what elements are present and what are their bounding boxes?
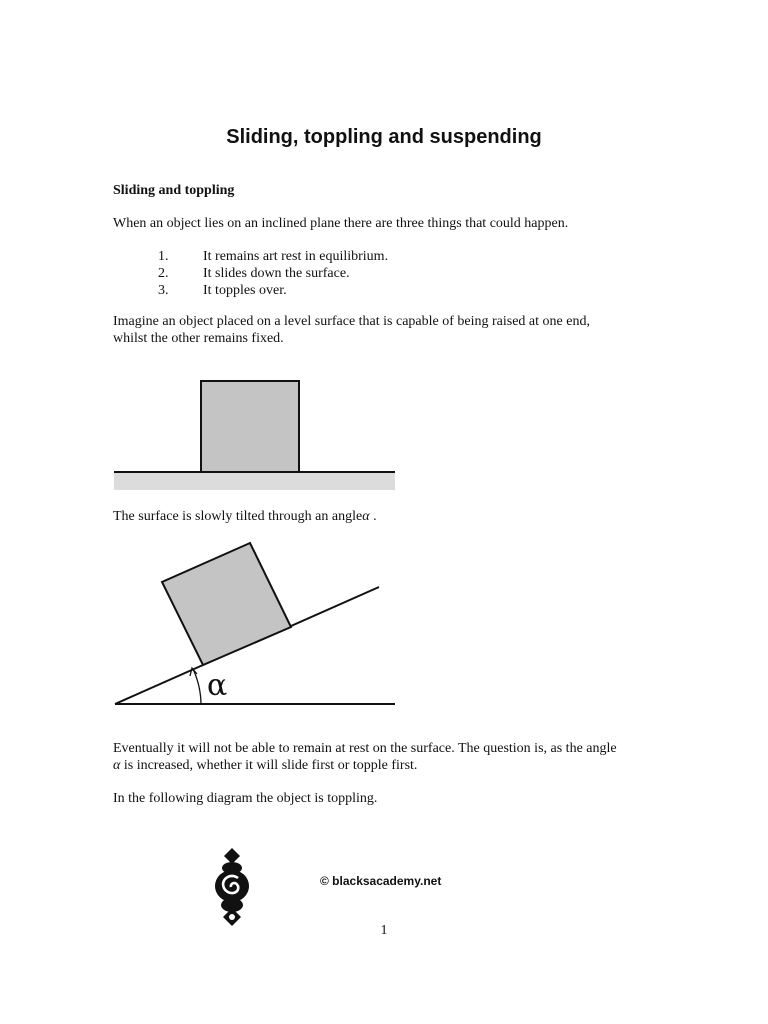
list-number: 2.	[158, 266, 169, 281]
list-number: 1.	[158, 249, 169, 264]
inclined-plane-diagram	[0, 535, 768, 715]
following-sentence: In the following diagram the object is toppling.	[113, 791, 378, 806]
blacks-academy-logo-icon	[210, 848, 254, 926]
imagine-line-1: Imagine an object placed on a level surface that is capable of being raised at one end,	[113, 314, 590, 329]
page-number: 1	[380, 923, 388, 938]
list-text: It remains art rest in equilibrium.	[203, 249, 389, 264]
eventually-line-1: Eventually it will not be able to remain at rest on the surface. The question is, as the angle	[113, 741, 617, 756]
angle-label: α	[207, 668, 228, 703]
list-text: It topples over.	[203, 283, 287, 298]
list-number: 3.	[158, 283, 169, 298]
eventually-paragraph	[113, 740, 693, 774]
ground-strip	[114, 472, 395, 490]
imagine-line-2: whilst the other remains fixed.	[113, 331, 284, 346]
angle-arc	[193, 669, 201, 704]
level-surface-diagram	[0, 370, 768, 500]
block	[201, 381, 299, 472]
outcomes-list	[158, 248, 388, 299]
alpha-symbol: α	[362, 509, 370, 524]
tilt-sentence	[113, 508, 673, 525]
section-heading: Sliding and toppling	[113, 183, 235, 198]
list-item	[158, 248, 388, 265]
imagine-paragraph	[113, 313, 673, 347]
eventually-line-2: α is increased, whether it will slide first or topple first.	[113, 758, 418, 773]
list-item	[158, 282, 388, 299]
intro-paragraph: When an object lies on an inclined plane there are three things that could happen.	[113, 216, 569, 231]
alpha-symbol: α	[113, 758, 121, 773]
list-text: It slides down the surface.	[203, 266, 350, 281]
list-item	[158, 265, 388, 282]
tilt-text: The surface is slowly tilted through an angle	[113, 509, 363, 524]
tilt-end: .	[369, 509, 377, 524]
copyright-text: © blacksacademy.net	[320, 874, 442, 888]
page-title: Sliding, toppling and suspending	[226, 126, 542, 148]
tilted-block	[162, 543, 291, 665]
